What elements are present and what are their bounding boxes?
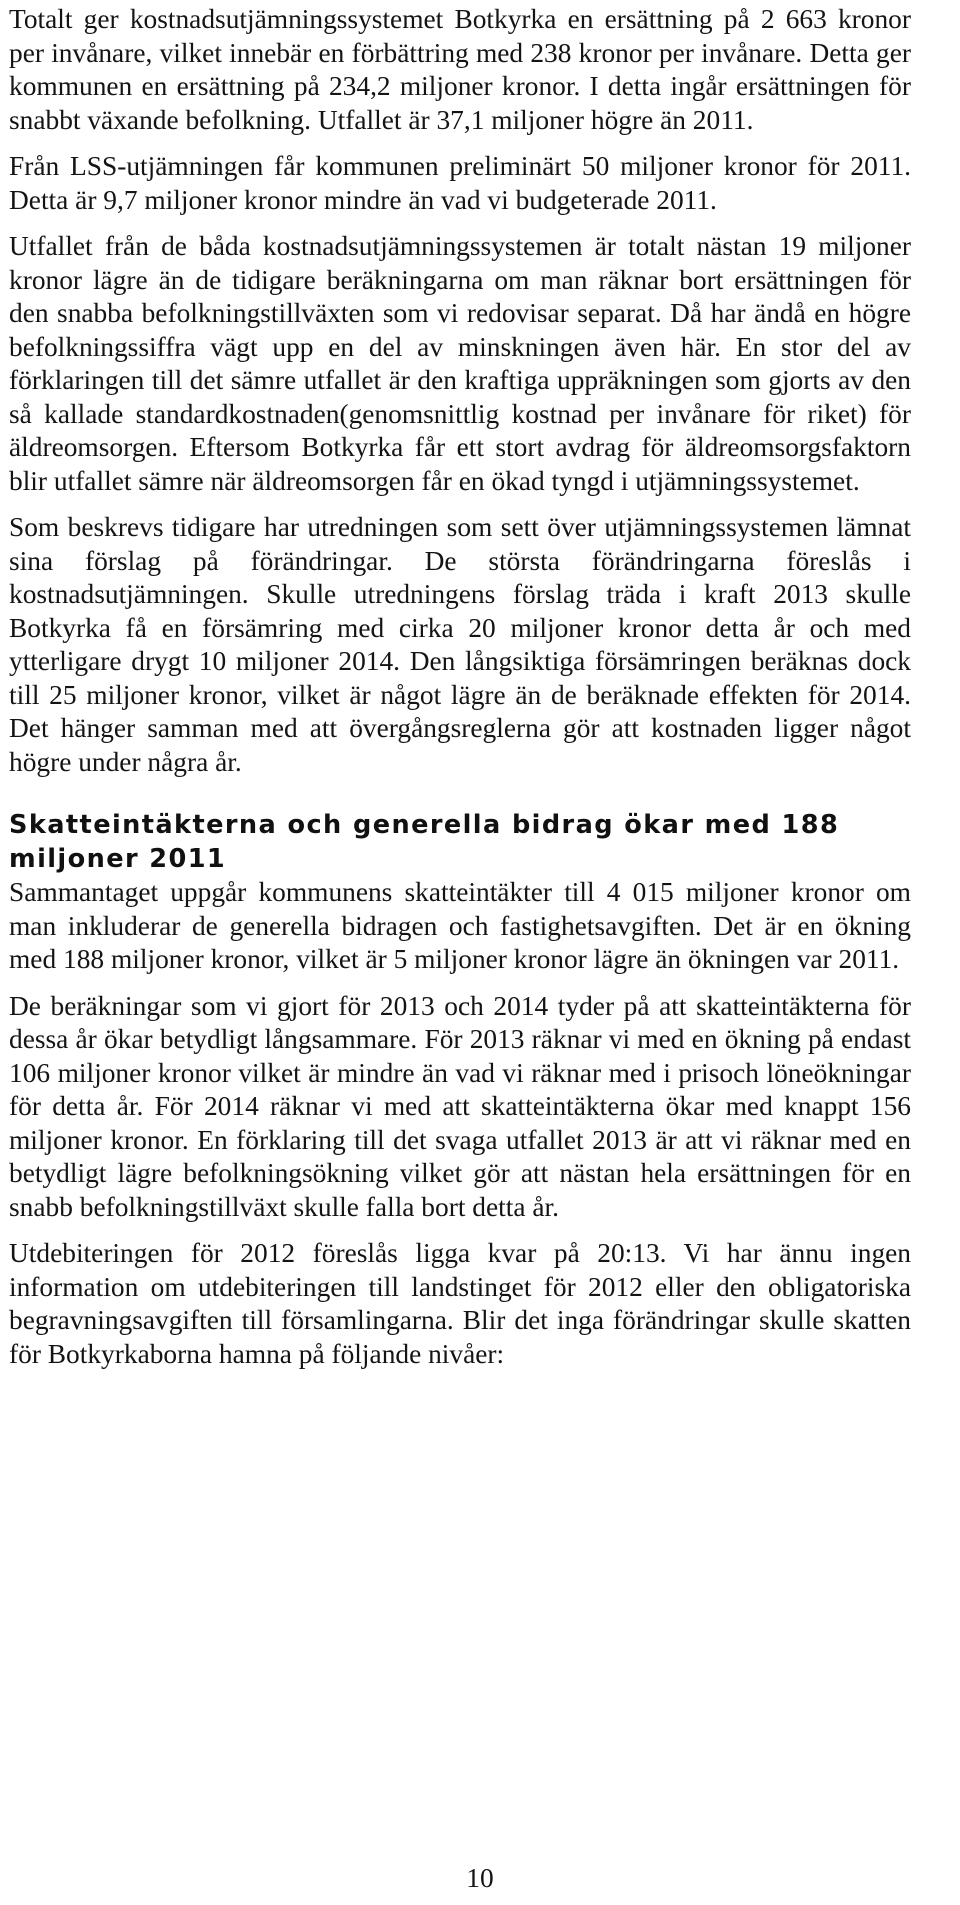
document-body (9, 3, 911, 1371)
paragraph-tax-revenue-total: Sammantaget uppgår kommunens skatteintäkter till 4 015 miljoner kronor om man inkluderar de generella bidragen och fastighetsavgiften. Det är en ökning med 188 miljoner kronor, vilket är 5 miljoner kronor lägre än ökningen var 2011. (9, 877, 911, 974)
paragraph-lss-equalization: Från LSS-utjämningen får kommunen preliminärt 50 miljoner kronor för 2011. Detta är 9,7 miljoner kronor mindre än vad vi budgeterade 2011. (9, 151, 911, 215)
paragraph-tax-rate-2012: Utdebiteringen för 2012 föreslås ligga kvar på 20:13. Vi har ännu ingen information om utdebiteringen till landstinget för 2012 eller den obligatoriska begravningsavgiften till församlingarna. Blir det inga förändringar skulle skatten för Botkyrkaborna hamna på följande nivåer: (9, 1238, 911, 1369)
paragraph-cost-equalization-total: Totalt ger kostnadsutjämningssystemet Botkyrka en ersättning på 2 663 kronor per invånare, vilket innebär en förbättring med 238 kronor per invånare. Detta ger kommunen en ersättning på 234,2 miljoner kronor. I detta ingår ersättningen för snabbt växande befolkning. Utfallet är 37,1 miljoner högre än 2011. (9, 4, 911, 135)
section-heading-tax-revenue: Skatteintäkterna och generella bidrag ökar med 188 miljoner 2011 (9, 810, 840, 874)
paragraph-equalization-outcome: Utfallet från de båda kostnadsutjämningssystemen är totalt nästan 19 miljoner kronor lägre än de tidigare beräkningarna om man räknar bort ersättningen för den snabba befolkningstillväxten som vi redovisar separat. Då har ändå en högre befolkningssiffra vägt upp en del av minskningen även här. En stor del av förklaringen till det sämre utfallet är den kraftiga uppräkningen som gjorts av den så kallade standardkostnaden(genomsnittlig kostnad per invånare för riket) för äldreomsorgen. Eftersom Botkyrka får ett stort avdrag för äldreomsorgsfaktorn blir utfallet sämre när äldreomsorgen får en ökad tyngd i utjämningssystemet. (9, 231, 911, 496)
page-number: 10 (466, 1863, 494, 1893)
paragraph-tax-forecast-2013-2014: De beräkningar som vi gjort för 2013 och 2014 tyder på att skatteintäkterna för dessa år ökar betydligt långsammare. För 2013 räknar vi med en ökning på endast 106 miljoner kronor vilket är mindre än vad vi räknar med i prisoch löneökningar för detta år. För 2014 räknar vi med att skatteintäkterna ökar med knappt 156 miljoner kronor. En förklaring till det svaga utfallet 2013 är att vi räknar med en betydligt lägre befolkningsökning vilket gör att nästan hela ersättningen för en snabb befolkningstillväxt skulle falla bort detta år. (9, 990, 911, 1222)
paragraph-investigation-proposals: Som beskrevs tidigare har utredningen som sett över utjämningssystemen lämnat sina förslag på förändringar. De största förändringarna föreslås i kostnadsutjämningen. Skulle utredningens förslag träda i kraft 2013 skulle Botkyrka få en försämring med cirka 20 miljoner kronor detta år och med ytterligare drygt 10 miljoner 2014. Den långsiktiga försämringen beräknas dock till 25 miljoner kronor, vilket är något lägre än de beräknade effekten för 2014. Det hänger samman med att övergångsreglerna gör att kostnaden ligger något högre under några år. (9, 512, 911, 777)
